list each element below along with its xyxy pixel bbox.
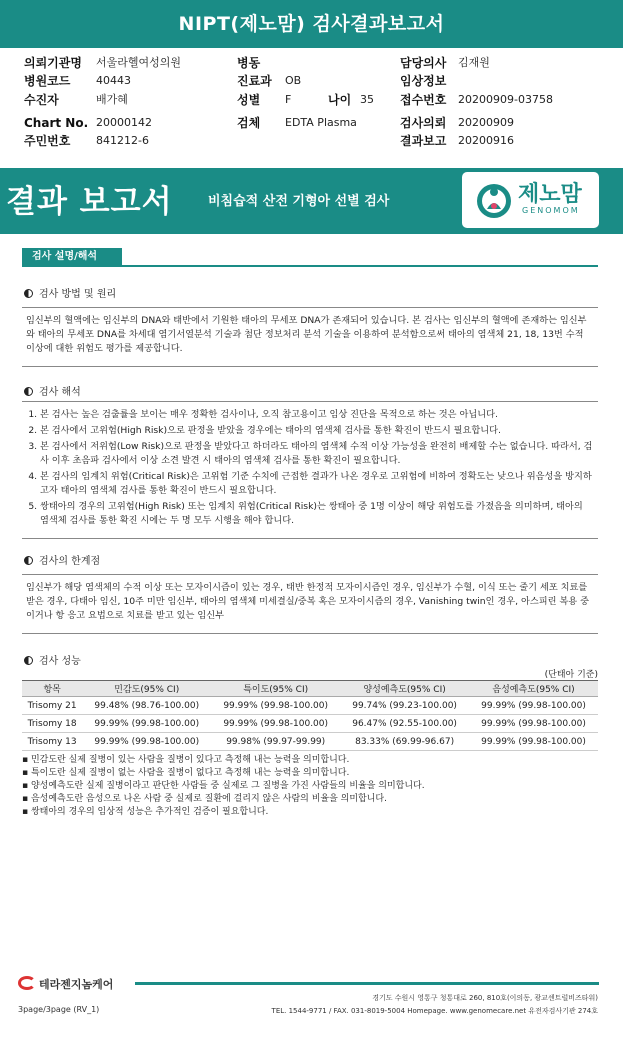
note-item: ▪ 음성예측도란 음성으로 나온 사람 중 실제로 질환에 걸리지 않은 사람의 비율을 의미합니다. (22, 793, 598, 806)
report-title: NIPT(제노맘) 검사결과보고서 (0, 0, 623, 48)
page-number: 3page/3page (RV_1) (18, 1005, 100, 1014)
specimen-label: 검체 (237, 116, 261, 130)
table-cell: Trisomy 18 (22, 715, 82, 733)
table-cell: 99.99% (99.98-100.00) (211, 715, 340, 733)
limitations-text: 임신부가 해당 염색체의 수적 이상 또는 모자이시즘이 있는 경우, 태반 한정적 모자이시즘인 경우, 임신부가 수혈, 이식 또는 줄기 세포 치료를 받은 경우, 다태아 임신, 10주 미만 임신부, 태아의 염색체 미세결실/중복 혹은 모자이시즘의 경우, Vanishing twin인 경우, 아스피린 복용 중이거나 항 응고 요법으로 치료를 받고 있는 임신부 (22, 574, 598, 634)
half-circle-icon (24, 387, 33, 396)
table-cell: 96.47% (92.55-100.00) (340, 715, 469, 733)
method-text: 임신부의 혈액에는 임신부의 DNA와 태반에서 기원한 태아의 무세포 DNA가 존재되어 있습니다. 본 검사는 임신부의 혈액에 존재하는 임신부와 태아의 무세포 DNA를 차세대 염기서열분석 기술과 첨단 정보처리 분석 기술을 이용하여 분석함으로써 태아의 염색체 21, 18, 13번 수적 이상에 대한 위험도 평가를 제공합니다. (22, 307, 598, 367)
performance-heading: 검사 성능 (24, 652, 81, 667)
interpretation-box (22, 401, 598, 539)
footer-divider (135, 982, 599, 985)
chart-label: Chart No. (24, 116, 89, 130)
id-value: 841212-6 (96, 134, 149, 147)
table-cell: 99.99% (99.98-100.00) (469, 733, 598, 751)
request-label: 검사의뢰 (400, 116, 447, 130)
hospital-value: 서울라헬여성의원 (96, 56, 182, 69)
code-label: 병원코드 (24, 74, 71, 88)
request-value: 20200909 (458, 116, 514, 129)
table-cell: 99.99% (99.98-100.00) (211, 697, 340, 715)
company-logo: 테라젠지놈케어 (18, 976, 113, 992)
table-row (22, 733, 598, 751)
id-label: 주민번호 (24, 134, 71, 148)
doctor-label: 담당의사 (400, 56, 447, 70)
footer-address (262, 992, 598, 1018)
interpretation-heading: 검사 해석 (24, 383, 81, 398)
col-sensitivity: 민감도(95% CI) (82, 681, 211, 697)
col-npv: 음성예측도(95% CI) (469, 681, 598, 697)
contact-line: TEL. 1544-9771 / FAX. 031-8019-5004 Homepage. www.genomecare.net 유전자검사기관 274호 (271, 1007, 598, 1015)
performance-notes (22, 754, 598, 819)
patient-info (0, 50, 623, 158)
sex-label: 성별 (237, 93, 261, 107)
company-logo-icon (18, 976, 36, 990)
report-value: 20200916 (458, 134, 514, 147)
interpretation-item: 1. 본 검사는 높은 검출률을 보이는 매우 정확한 검사이나, 오직 참고용이고 임상 진단을 목적으로 하는 것은 아닙니다. (40, 408, 594, 422)
table-cell: 99.99% (99.98-100.00) (469, 697, 598, 715)
performance-table (22, 680, 598, 751)
hospital-label: 의뢰기관명 (24, 56, 82, 70)
subject-label: 수진자 (24, 93, 59, 107)
clinical-label: 임상정보 (400, 74, 447, 88)
section-tab: 검사 설명/해석 (22, 248, 122, 266)
table-cell: 99.99% (99.98-100.00) (469, 715, 598, 733)
banner-title: 결과 보고서 (6, 184, 173, 220)
unit-note: (단태아 기준) (544, 670, 598, 680)
address-line: 경기도 수원시 영통구 청통대로 260, 810호(이의동, 광교센트럴비즈타워) (372, 994, 598, 1002)
half-circle-icon (24, 289, 33, 298)
table-cell: 83.33% (69.99-96.67) (340, 733, 469, 751)
table-row (22, 697, 598, 715)
method-heading: 검사 방법 및 원리 (24, 285, 116, 300)
table-header-row (22, 681, 598, 697)
dept-value: OB (285, 74, 302, 87)
table-cell: 99.74% (99.23-100.00) (340, 697, 469, 715)
note-item: ▪ 쌍태아의 경우의 임상적 성능은 추가적인 검증이 필요합니다. (22, 806, 598, 819)
banner-subtitle: 비침습적 산전 기형아 선별 검사 (208, 194, 390, 209)
age-label: 나이 (328, 93, 352, 107)
ward-label: 병동 (237, 56, 261, 70)
age-value: 35 (360, 93, 374, 106)
interpretation-item: 4. 본 검사의 임계치 위험(Critical Risk)은 고위험 기준 수치에 근접한 결과가 나온 경우로 고위험에 비하여 정확도는 낮으나 위음성을 방지하고자 태아의 염색체 검사를 통한 확진이 반드시 필요합니다. (40, 470, 594, 498)
interpretation-item: 2. 본 검사에서 고위험(High Risk)으로 판정을 받았을 경우에는 태아의 염색체 검사를 통한 확진이 반드시 필요합니다. (40, 424, 594, 438)
dept-label: 진료과 (237, 74, 272, 88)
note-item: ▪ 양성예측도란 실제 질병이라고 판단한 사람들 중 실제로 그 질병을 가진 사람들의 비율을 의미합니다. (22, 780, 598, 793)
col-ppv: 양성예측도(95% CI) (340, 681, 469, 697)
table-cell: 99.48% (98.76-100.00) (82, 697, 211, 715)
logo-text: 제노맘 (518, 182, 582, 207)
table-cell: Trisomy 13 (22, 733, 82, 751)
report-label: 결과보고 (400, 134, 447, 148)
table-row (22, 715, 598, 733)
subject-value: 배가혜 (96, 93, 128, 106)
note-item: ▪ 특이도란 실제 질병이 없는 사람을 질병이 없다고 측정해 내는 능력을 의미합니다. (22, 767, 598, 780)
col-specificity: 특이도(95% CI) (211, 681, 340, 697)
table-cell: 99.98% (99.97-99.99) (211, 733, 340, 751)
specimen-value: EDTA Plasma (285, 116, 357, 129)
table-cell: 99.99% (99.98-100.00) (82, 715, 211, 733)
code-value: 40443 (96, 74, 131, 87)
interpretation-item: 5. 쌍태아의 경우의 고위험(High Risk) 또는 임계치 위험(Critical Risk)는 쌍태아 중 1명 이상이 해당 위험도를 가졌음을 의미하며, 태아의 염색체 검사를 통한 확진 시에는 두 명 모두 시행을 해야 합니다. (40, 500, 594, 528)
logo-subtext: GENOMOM (522, 206, 580, 215)
sex-value: F (285, 93, 292, 106)
limitations-heading: 검사의 한계점 (24, 552, 100, 567)
table-cell: 99.99% (99.98-100.00) (82, 733, 211, 751)
table-cell: Trisomy 21 (22, 697, 82, 715)
genomom-logo-icon (475, 179, 513, 221)
chart-value: 20000142 (96, 116, 152, 129)
col-item: 항목 (22, 681, 82, 697)
interpretation-item: 3. 본 검사에서 저위험(Low Risk)으로 판정을 받았다고 하더라도 태아의 염색체 수적 이상 가능성을 완전히 배제할 수는 없습니다. 따라서, 검사 이후 초음파 검사에서 이상 소견 발견 시 태아의 염색체 검사를 통한 확진이 필요합니다. (40, 440, 594, 468)
receipt-label: 접수번호 (400, 93, 447, 107)
doctor-value: 김재원 (458, 56, 490, 69)
note-item: ▪ 민감도란 실제 질병이 있는 사람을 질병이 있다고 측정해 내는 능력을 의미합니다. (22, 754, 598, 767)
half-circle-icon (24, 556, 33, 565)
half-circle-icon (24, 656, 33, 665)
section-divider (22, 265, 598, 267)
genomom-logo (462, 172, 599, 228)
receipt-value: 20200909-03758 (458, 93, 553, 106)
